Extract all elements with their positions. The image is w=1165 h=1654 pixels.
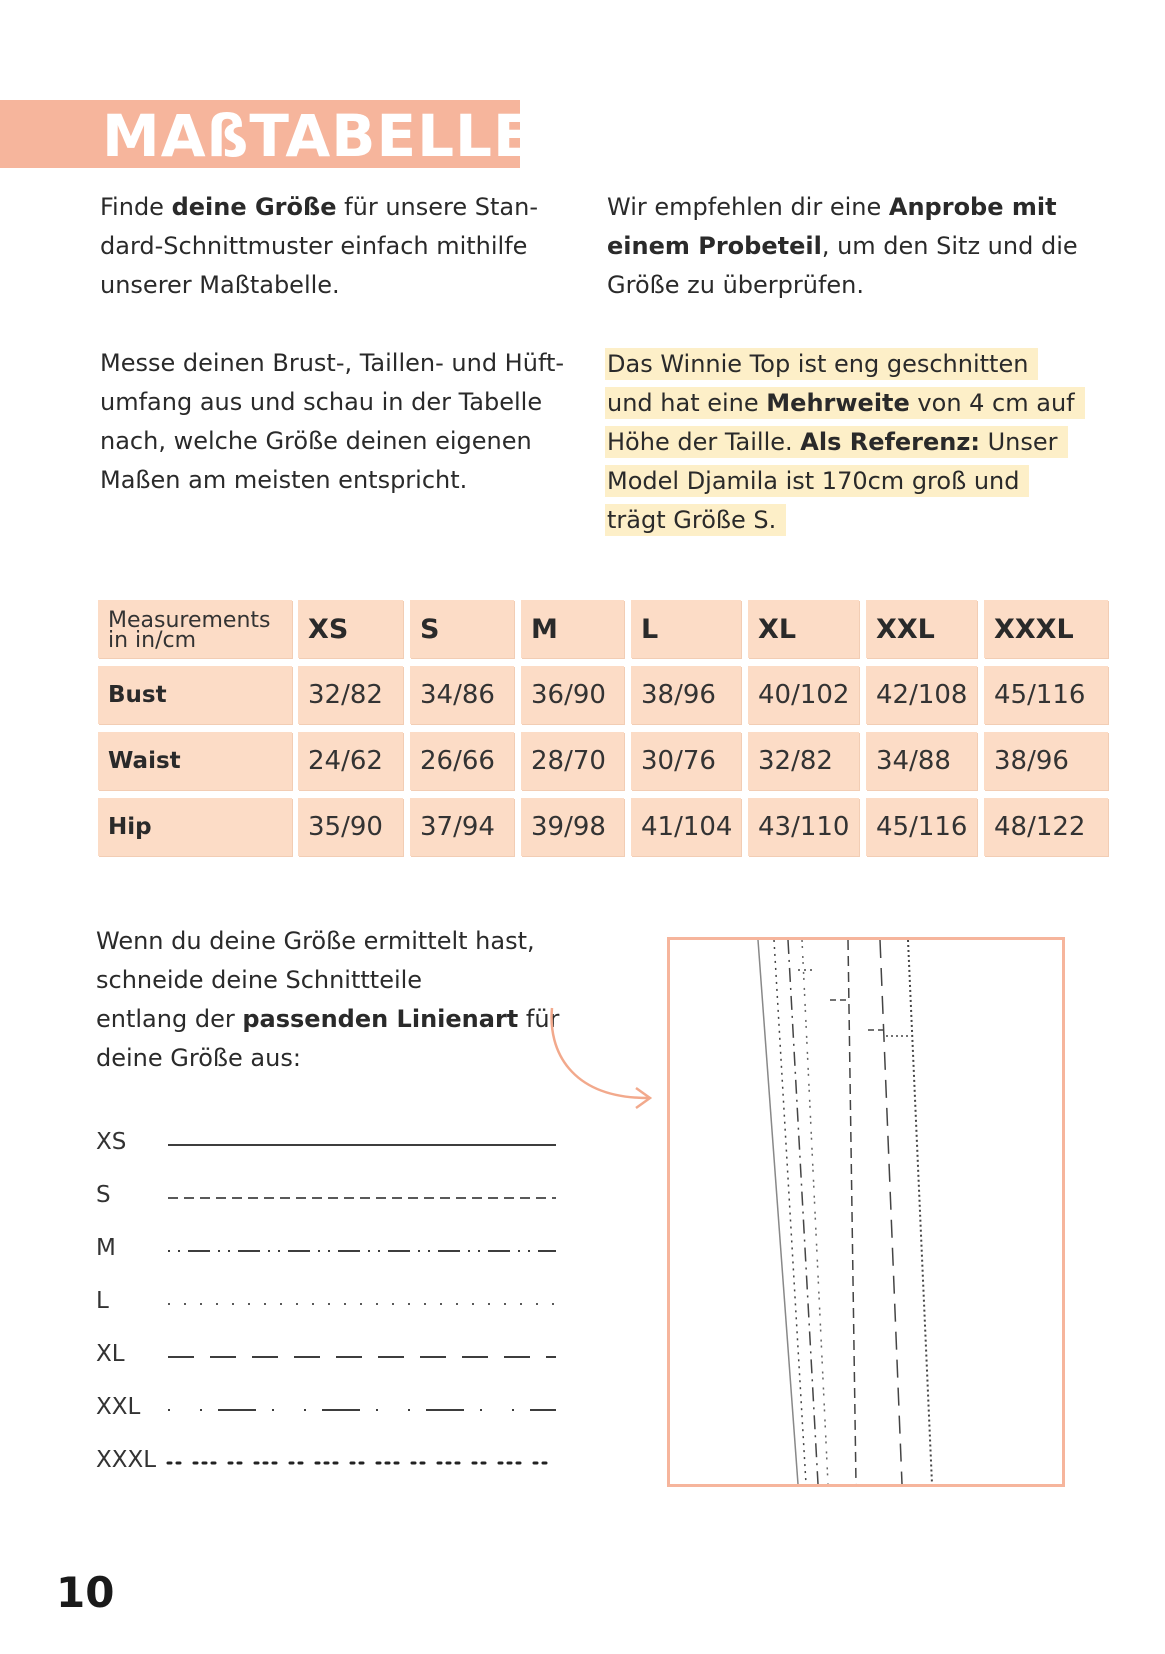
text: entlang der xyxy=(96,1005,243,1033)
line-style-s xyxy=(166,1188,566,1208)
pattern-line-l xyxy=(774,940,806,1484)
table-cell: 34/88 xyxy=(866,732,977,790)
table-cell: 26/66 xyxy=(410,732,514,790)
pattern-line-s xyxy=(848,940,856,1484)
model-info-highlighted xyxy=(607,348,1085,543)
text: Wenn du deine Größe ermittelt hast, xyxy=(96,927,535,955)
legend-label-l: L xyxy=(96,1288,109,1314)
intro-paragraph xyxy=(100,188,538,305)
pattern-preview xyxy=(667,937,1065,1487)
bold-text: einem Probeteil xyxy=(607,232,822,260)
table-cell: 35/90 xyxy=(298,798,403,856)
size-header-l: L xyxy=(631,600,741,658)
table-cell: 48/122 xyxy=(984,798,1108,856)
size-header-xs: XS xyxy=(298,600,403,658)
table-cell: 34/86 xyxy=(410,666,514,724)
line-style-l xyxy=(166,1294,566,1314)
table-cell: 39/98 xyxy=(521,798,624,856)
cutting-instructions xyxy=(96,922,559,1078)
highlight-line: und hat eine Mehrweite von 4 cm auf xyxy=(605,387,1085,419)
table-cell: 37/94 xyxy=(410,798,514,856)
line-style-xs xyxy=(166,1135,566,1155)
text: dard-Schnittmuster einfach mithilfe xyxy=(100,232,528,260)
pattern-line-xs xyxy=(758,940,798,1484)
page-number: 10 xyxy=(56,1568,115,1617)
bold-text: deine Größe xyxy=(171,193,337,221)
pattern-line-m xyxy=(802,940,828,1484)
table-cell: 45/116 xyxy=(866,798,977,856)
table-cell: 30/76 xyxy=(631,732,741,790)
text: umfang aus und schau in der Tabelle xyxy=(100,388,543,416)
row-label-hip: Hip xyxy=(98,798,292,856)
pattern-line-xl xyxy=(880,940,902,1484)
line-style-xxl xyxy=(166,1400,566,1420)
table-cell: 32/82 xyxy=(298,666,403,724)
legend-label-xxl: XXL xyxy=(96,1394,141,1420)
text: Messe deinen Brust-, Taillen- und Hüft- xyxy=(100,349,565,377)
table-cell: 38/96 xyxy=(984,732,1108,790)
size-header-xl: XL xyxy=(748,600,859,658)
highlight-line: Model Djamila ist 170cm groß und xyxy=(605,465,1029,497)
pattern-lines-illustration xyxy=(670,940,1062,1484)
legend-label-s: S xyxy=(96,1182,111,1208)
legend-label-m: M xyxy=(96,1235,116,1261)
highlight-line: trägt Größe S. xyxy=(605,504,786,536)
text: Maßen am meisten entspricht. xyxy=(100,466,468,494)
bold-text: passenden Linienart xyxy=(242,1005,519,1033)
text: unserer Maßtabelle. xyxy=(100,271,340,299)
table-corner-label xyxy=(98,600,292,658)
bold-text: Anprobe mit xyxy=(888,193,1057,221)
corner-label-line: in in/cm xyxy=(108,628,197,653)
text: für xyxy=(518,1005,560,1033)
table-cell: 32/82 xyxy=(748,732,859,790)
legend-label-xl: XL xyxy=(96,1341,125,1367)
line-style-xxxl xyxy=(166,1453,566,1473)
text: nach, welche Größe deinen eigenen xyxy=(100,427,532,455)
legend-label-xxxl: XXXL xyxy=(96,1447,157,1473)
legend-label-xs: XS xyxy=(96,1129,127,1155)
corner-label-line: Measurements xyxy=(108,608,271,633)
row-label-waist: Waist xyxy=(98,732,292,790)
table-cell: 38/96 xyxy=(631,666,741,724)
text: , um den Sitz und die xyxy=(821,232,1078,260)
line-style-m xyxy=(166,1241,566,1261)
table-cell: 24/62 xyxy=(298,732,403,790)
fitting-paragraph xyxy=(607,188,1078,305)
text: für unsere Stan- xyxy=(336,193,538,221)
pattern-line-xxxl xyxy=(908,940,932,1484)
curved-arrow-icon xyxy=(540,1000,660,1110)
page-title: MAßTABELLE xyxy=(102,102,534,170)
table-cell: 41/104 xyxy=(631,798,741,856)
highlight-line: Das Winnie Top ist eng geschnitten xyxy=(605,348,1038,380)
size-header-xxxl: XXXL xyxy=(984,600,1108,658)
row-label-bust: Bust xyxy=(98,666,292,724)
table-cell: 42/108 xyxy=(866,666,977,724)
table-cell: 43/110 xyxy=(748,798,859,856)
text: Größe zu überprüfen. xyxy=(607,271,865,299)
table-cell: 45/116 xyxy=(984,666,1108,724)
text: schneide deine Schnittteile xyxy=(96,966,423,994)
table-cell: 36/90 xyxy=(521,666,624,724)
table-cell: 28/70 xyxy=(521,732,624,790)
line-style-xl xyxy=(166,1347,566,1367)
text: Wir empfehlen dir eine xyxy=(607,193,889,221)
size-header-m: M xyxy=(521,600,624,658)
table-cell: 40/102 xyxy=(748,666,859,724)
size-header-xxl: XXL xyxy=(866,600,977,658)
highlight-line: Höhe der Taille. Als Referenz: Unser xyxy=(605,426,1068,458)
text: deine Größe aus: xyxy=(96,1044,301,1072)
measure-paragraph xyxy=(100,344,564,500)
text: Finde xyxy=(100,193,172,221)
size-header-s: S xyxy=(410,600,514,658)
